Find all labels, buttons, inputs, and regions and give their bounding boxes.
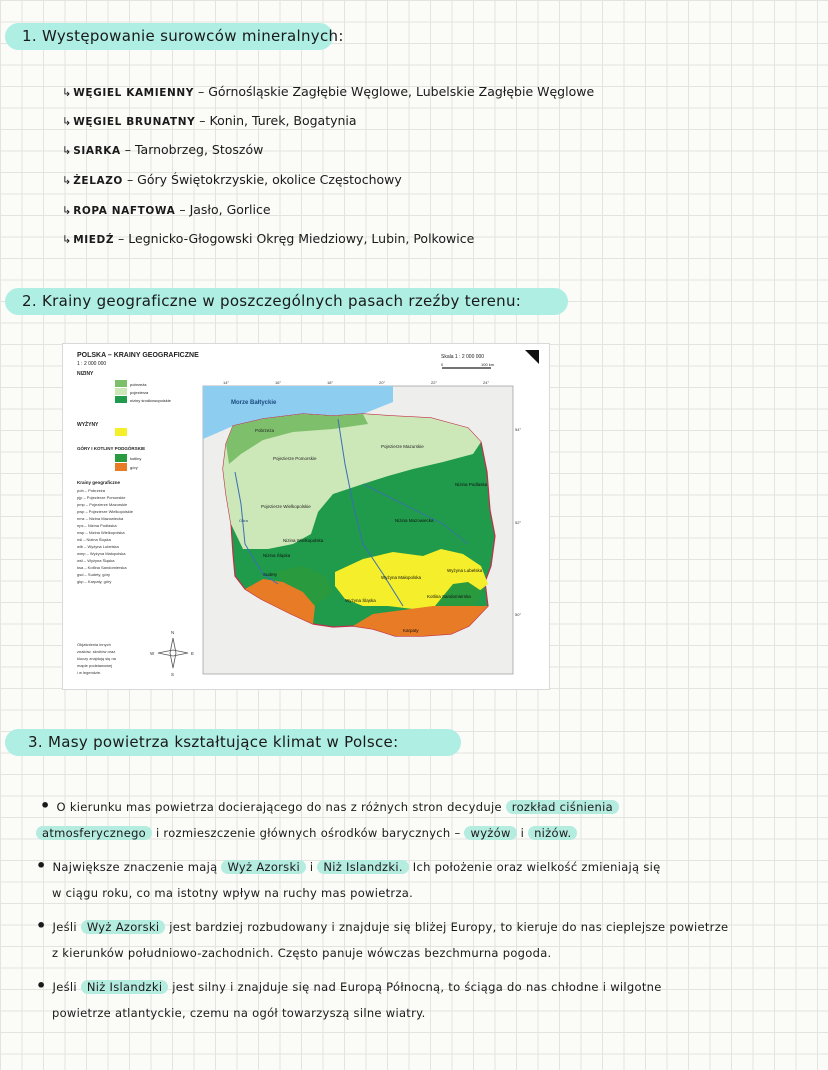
region-label: Nizina Śląska [263, 553, 291, 558]
paragraph-line: atmosferycznego i rozmieszczenie głównych ośrodków barycznych – wyżów i niżów. [36, 826, 577, 840]
region-label: Wyżyna Śląska [345, 598, 376, 603]
bullet-icon: • [40, 796, 51, 815]
arrow-icon: ↳ [62, 86, 72, 99]
corner-arrow-icon [525, 350, 539, 364]
abbr-item: nwp – Nizina Wielkopolska [77, 530, 125, 535]
list-item: ↳ MIEDŹ – Legnicko-Głogowski Okręg Miedziowy, Lubin, Polkowice [62, 231, 475, 246]
region-label: Sudety [263, 572, 278, 577]
legend-swatch [115, 463, 127, 471]
highlight-text: Niż Islandzki [81, 980, 169, 994]
highlight-text: Wyż Azorski [221, 860, 305, 874]
region-label: Nizina Wielkopolska [283, 538, 324, 543]
lat-tick: 50° [515, 612, 522, 617]
highlight-text: niżów. [528, 826, 577, 840]
list-item: ↳ ŻELAZO – Góry Świętokrzyskie, okolice Częstochowy [62, 172, 402, 187]
legend-swatch [115, 396, 127, 403]
legend-swatch [115, 428, 127, 436]
svg-text:N: N [171, 630, 175, 635]
abbr-item: gkp – Karpaty, góry [77, 579, 112, 584]
region-label: Kotlina Sandomierska [427, 594, 471, 599]
paragraph-line: • O kierunku mas powietrza docierającego do nas z różnych stron decyduje rozkład ciśnienia [40, 796, 619, 815]
legend-swatch [115, 388, 127, 395]
list-item: ↳ WĘGIEL KAMIENNY – Górnośląskie Zagłębie Węglowe, Lubelskie Zagłębie Węglowe [62, 84, 595, 99]
region-label: Pobrzeża [255, 428, 275, 433]
abbr-item: pjp – Pojezierze Pomorskie [77, 495, 126, 500]
abbr-item: pob – Pobrzeża [77, 488, 106, 493]
compass-icon [150, 630, 194, 677]
highlight-text: rozkład ciśnienia [506, 800, 619, 814]
abbr-title: Krainy geograficzne [77, 480, 121, 485]
legend-wyzyny: WYŻYNY [77, 422, 99, 428]
abbr-list [77, 488, 134, 584]
lat-tick: 52° [515, 520, 522, 525]
section2-title: 2. Krainy geograficzne w poszczególnych pasach rzeźby terenu: [22, 292, 522, 310]
abbr-item: wśl – Wyżyna Śląska [77, 558, 115, 563]
region-label: Karpaty [403, 628, 419, 633]
region-label: Wyżyna Lubelska [447, 568, 483, 573]
region-label: Pojezierze Mazurskie [381, 444, 424, 449]
lon-tick: 14° [223, 380, 230, 385]
arrow-icon: ↳ [62, 233, 72, 246]
lat-tick: 54° [515, 427, 522, 432]
paragraph-line: w ciągu roku, co ma istotny wpływ na ruchy mas powietrza. [52, 886, 414, 900]
map-note: znaków, skrótów oraz [77, 649, 116, 654]
highlight-text: wyżów [464, 826, 516, 840]
lon-tick: 18° [327, 380, 334, 385]
highlight-text: Wyż Azorski [81, 920, 165, 934]
abbr-item: ksa – Kotlina Sandomierska [77, 565, 127, 570]
region-label: Wyżyna Małopolska [381, 575, 421, 580]
abbr-item: wmp – Wyżyna Małopolska [77, 551, 126, 556]
map-scale-km: 100 km [481, 362, 495, 367]
abbr-item: wlb – Wyżyna Lubelska [77, 544, 119, 549]
map-scale-zero: 0 [441, 362, 444, 367]
region-label: Nizina Mazowiecka [395, 518, 434, 523]
legend-label: niziny środkowopolskie [130, 398, 171, 403]
abbr-item: nps – Nizina Podlaska [77, 523, 117, 528]
map-note: kluczy znajdują się na [77, 656, 116, 661]
arrow-icon: ↳ [62, 204, 72, 217]
paragraph-line: • Jeśli Niż Islandzki jest silny i znajduje się nad Europą Północną, to ściąga do nas chłodne i wilgotne [36, 976, 662, 995]
section3-title: 3. Masy powietrza kształtujące klimat w Polsce: [28, 733, 399, 751]
legend-label: pojezierza [130, 390, 149, 395]
abbr-item: pwp – Pojezierze Wielkopolskie [77, 509, 134, 514]
bullet-icon: • [36, 976, 47, 995]
legend-label: pobrzeża [130, 382, 147, 387]
river-label: Odra [239, 518, 248, 523]
legend-swatch [115, 380, 127, 387]
region-label: Nizina Podlaska [455, 482, 488, 487]
svg-text:S: S [171, 672, 175, 677]
paragraph-line: z kierunków południowo-zachodnich. Często panuje wówczas bezchmurna pogoda. [52, 946, 552, 960]
legend-label: kotliny [130, 456, 142, 461]
paragraph-line: powietrze atlantyckie, czemu na ogół towarzyszą silne wiatry. [52, 1006, 426, 1020]
highlight-text: Niż Islandzki. [317, 860, 408, 874]
abbr-item: gsd – Sudety, góry [77, 572, 111, 577]
legend-swatch [115, 454, 127, 462]
paragraph-line: • Największe znaczenie mają Wyż Azorski i Niż Islandzki. Ich położenie oraz wielkość zmieniają się [36, 856, 661, 875]
region-label: Pojezierze Wielkopolskie [261, 504, 311, 509]
bullet-icon: • [36, 856, 47, 875]
paragraph-line: • Jeśli Wyż Azorski jest bardziej rozbudowany i znajduje się bliżej Europy, to kieruje do nas cieplejsze powietrze [36, 916, 729, 935]
legend-niziny: NIZINY [77, 371, 94, 377]
map-note: Objaśnienia innych [77, 642, 111, 647]
svg-text:W: W [150, 651, 155, 656]
bullet-icon: • [36, 916, 47, 935]
sea-label: Morze Bałtyckie [231, 400, 277, 406]
list-item: ↳ SIARKA – Tarnobrzeg, Stoszów [62, 142, 264, 157]
lon-tick: 22° [431, 380, 438, 385]
highlight-text: atmosferycznego [36, 826, 152, 840]
svg-text:E: E [191, 651, 195, 656]
lon-tick: 24° [483, 380, 490, 385]
abbr-item: pmp – Pojezierze Mazurskie [77, 502, 128, 507]
abbr-item: nmz – Nizina Mazowiecka [77, 516, 124, 521]
map-note: mapie podstawowej [77, 663, 113, 668]
lon-tick: 16° [275, 380, 282, 385]
map-title: POLSKA – KRAINY GEOGRAFICZNE [77, 352, 199, 359]
lon-tick: 20° [379, 380, 386, 385]
map-note: i w legendzie. [77, 670, 102, 675]
region-label: Pojezierze Pomorskie [273, 456, 317, 461]
map-scale-top: Skala 1 : 2 000 000 [441, 354, 485, 360]
legend-label: góry [130, 465, 138, 470]
arrow-icon: ↳ [62, 115, 72, 128]
map-scale: 1 : 2 000 000 [77, 361, 107, 367]
list-item: ↳ ROPA NAFTOWA – Jasło, Gorlice [62, 202, 271, 217]
geographic-map [62, 343, 550, 690]
section1-title: 1. Występowanie surowców mineralnych: [22, 27, 344, 45]
arrow-icon: ↳ [62, 144, 72, 157]
arrow-icon: ↳ [62, 174, 72, 187]
list-item: ↳ WĘGIEL BRUNATNY – Konin, Turek, Bogatynia [62, 113, 357, 128]
abbr-item: nśl – Nizina Śląska [77, 537, 111, 542]
legend-gory: GÓRY I KOTLINY PODGÓRSKIE [77, 446, 146, 451]
